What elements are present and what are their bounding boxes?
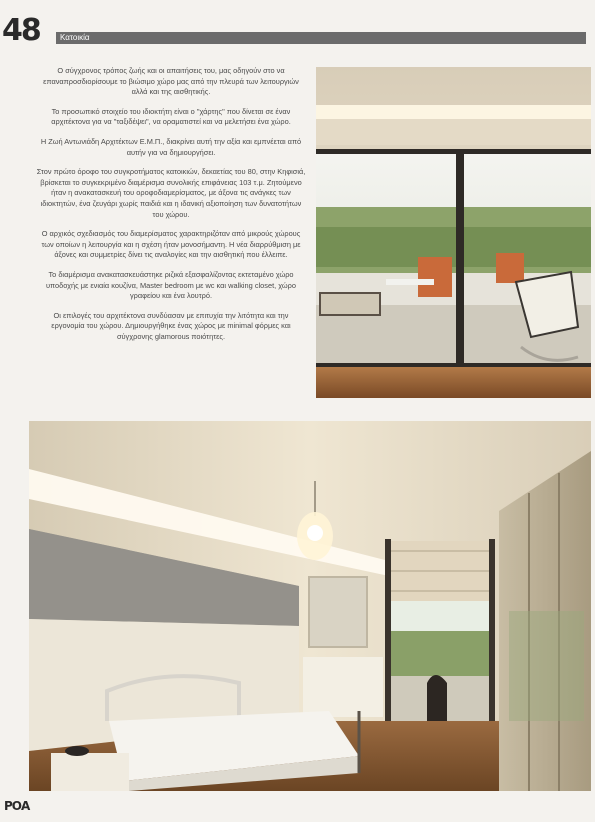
page-header	[0, 13, 595, 48]
paragraph: Ο σύγχρονος τρόπος ζωής και οι απαιτήσεις του, μας οδηγούν στο να επαναπροσδιορίσουμε το βιώσιμο χώρο μας από την πλευρά των λειτουργιών αλλά και της αισθητικής.	[43, 66, 299, 97]
paragraph: Η Ζωή Αντωνιάδη Αρχιτέκτων Ε.Μ.Π., διακρίνει αυτή την αξία και εμπνέεται από αυτήν για να δημιουργήσει.	[40, 136, 302, 157]
magazine-logo: ΡΟΑ	[4, 799, 30, 813]
bedroom-photo	[29, 421, 591, 791]
paragraph: Στον πρώτο όροφο του συγκροτήματος κατοικιών, δεκαετίας του 80, στην Κηφισιά, βρίσκεται το συγκεκριμένο διαμέρισμα συνολικής επιφάνειας 103 τ.μ. Ζητούμενο ήταν η ανακατασκευή του οροφοδιαμερίσματος, με άξονα τις ανάγκες των ιδιοκτητών, ένα ζευγάρι χωρίς παιδιά και η ιδανική αξιοποίηση των δυνατοτήτων του χώρου.	[36, 167, 306, 219]
paragraph: Οι επιλογές του αρχιτέκτονα συνδύασαν με επιτυχία την λιτότητα και την εργονομία του χώρου. Δημιουργήθηκε ένας χώρος με minimal φόρμες και σύγχρονης glamorous ποιότητες.	[51, 310, 291, 341]
section-band	[56, 32, 586, 44]
page-number: 48	[2, 13, 40, 48]
paragraph: Ο αρχικός σχεδιασμός του διαμερίσματος χαρακτηριζόταν από μικρούς χώρους των οποίων η λειτουργία και η σχέση ήταν μονοσήμαντη. Η νέα διαρρύθμιση με άξονες και συμμετρίες δίνει τις αναλογίες και την αισθητική που έλλειπε.	[41, 229, 301, 260]
paragraph: Το διαμέρισμα ανακατασκευάστηκε ριζικά εξασφαλίζοντας εκτεταμένο χώρο υποδοχής με ενιαία κουζίνα, Master bedroom με wc και walking closet, χώρο γραφείου και ένα λουτρό.	[46, 269, 296, 301]
living-room-illustration	[316, 67, 591, 398]
bedroom-illustration	[29, 421, 591, 791]
article-text	[36, 66, 306, 351]
paragraph: Το προσωπικό στοιχείο του ιδιοκτήτη είναι ο "χάρτης" που δίνεται σε έναν αρχιτέκτονα για να "ταξιδέψει", να οραματιστεί και να μελετήσει ένα χώρο.	[51, 106, 291, 127]
section-label: Κατοικία	[60, 33, 90, 42]
living-room-photo	[316, 67, 591, 398]
